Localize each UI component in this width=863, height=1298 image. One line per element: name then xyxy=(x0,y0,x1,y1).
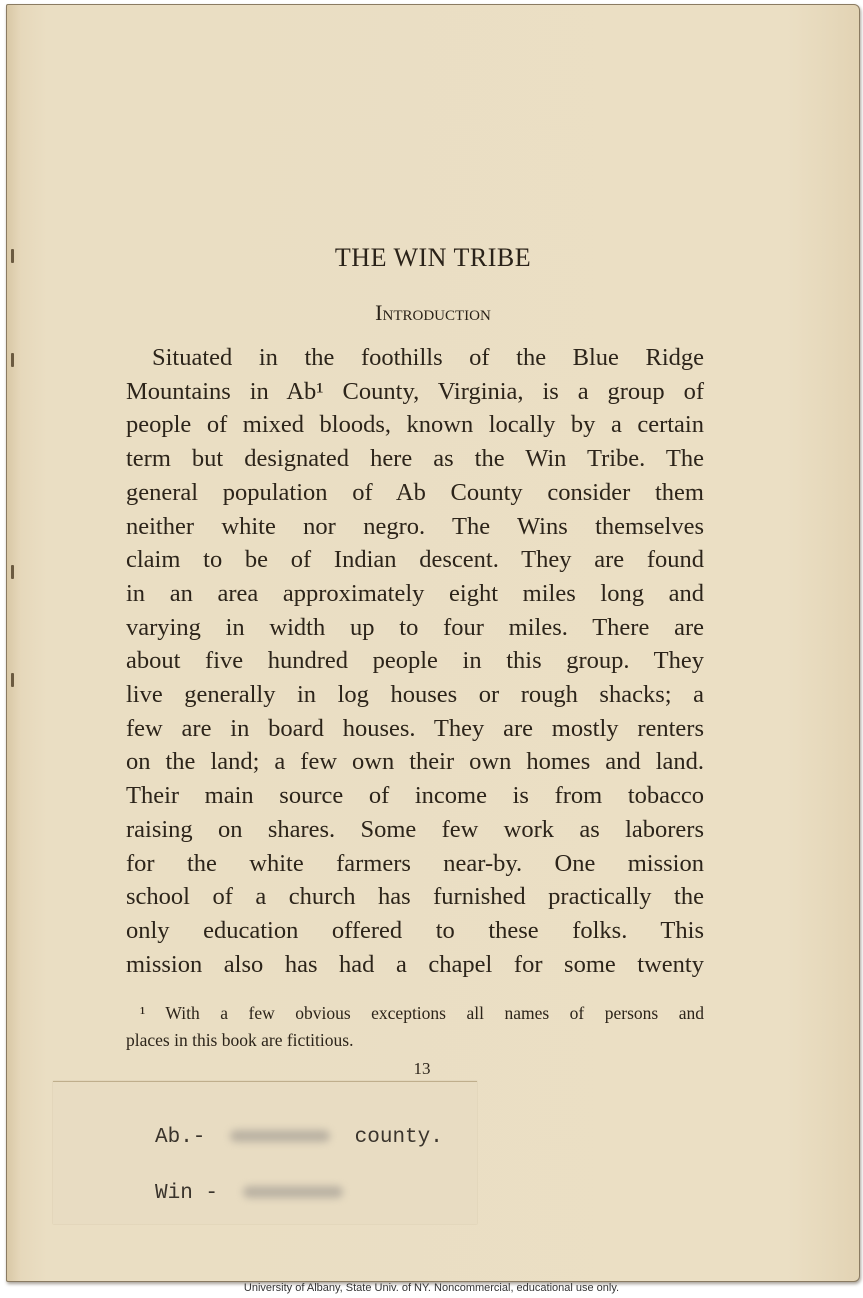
book-page xyxy=(6,4,860,1282)
body-line: in an area approximately eight miles long and xyxy=(126,579,704,607)
body-line: on the land; a few own their own homes and land. xyxy=(126,748,704,776)
typed-prefix: Ab.- xyxy=(155,1126,206,1149)
footnote-line: ¹ With a few obvious exceptions all names of persons and xyxy=(140,1003,704,1023)
body-line: for the white farmers near-by. One mission xyxy=(126,849,704,877)
typed-annotation-slip xyxy=(53,1081,477,1224)
body-line: term but designated here as the Win Tribe. The xyxy=(126,445,704,473)
chapter-title: THE WIN TRIBE xyxy=(334,243,532,272)
footnote xyxy=(126,1000,704,1054)
page-number: 13 xyxy=(413,1059,431,1078)
body-line: live generally in log houses or rough shacks; a xyxy=(126,681,704,709)
body-line: school of a church has furnished practically the xyxy=(126,883,704,911)
body-line: mission also has had a chapel for some twenty xyxy=(126,950,704,978)
section-heading: Introduction xyxy=(375,300,491,325)
body-line: raising on shares. Some few work as laborers xyxy=(126,815,704,843)
binding-mark xyxy=(11,673,14,687)
typed-prefix: Win - xyxy=(155,1182,219,1205)
body-line: varying in width up to four miles. There are xyxy=(126,613,704,641)
typed-line-ab xyxy=(155,1126,443,1149)
typed-suffix: county. xyxy=(354,1126,443,1149)
body-line: neither white nor negro. The Wins themselves xyxy=(126,512,704,540)
body-line: only education offered to these folks. This xyxy=(126,916,704,944)
binding-mark xyxy=(11,353,14,367)
redacted-text xyxy=(243,1186,343,1198)
body-line: Their main source of income is from tobacco xyxy=(126,782,704,810)
body-line: few are in board houses. They are mostly renters xyxy=(126,714,704,742)
body-line: about five hundred people in this group. They xyxy=(126,647,704,675)
body-line: claim to be of Indian descent. They are found xyxy=(126,546,704,574)
body-line: general population of Ab County consider them xyxy=(126,478,704,506)
typed-line-win xyxy=(155,1182,355,1205)
body-paragraph xyxy=(126,341,704,981)
binding-mark xyxy=(11,565,14,579)
body-line: people of mixed bloods, known locally by a certain xyxy=(126,411,704,439)
watermark: University of Albany, State Univ. of NY. Noncommercial, educational use only. xyxy=(243,1282,620,1294)
body-line: Situated in the foothills of the Blue Ridge xyxy=(152,344,704,371)
redacted-text xyxy=(230,1130,330,1142)
body-line: Mountains in Ab¹ County, Virginia, is a group of xyxy=(126,377,704,405)
footnote-line: places in this book are fictitious. xyxy=(126,1030,354,1050)
